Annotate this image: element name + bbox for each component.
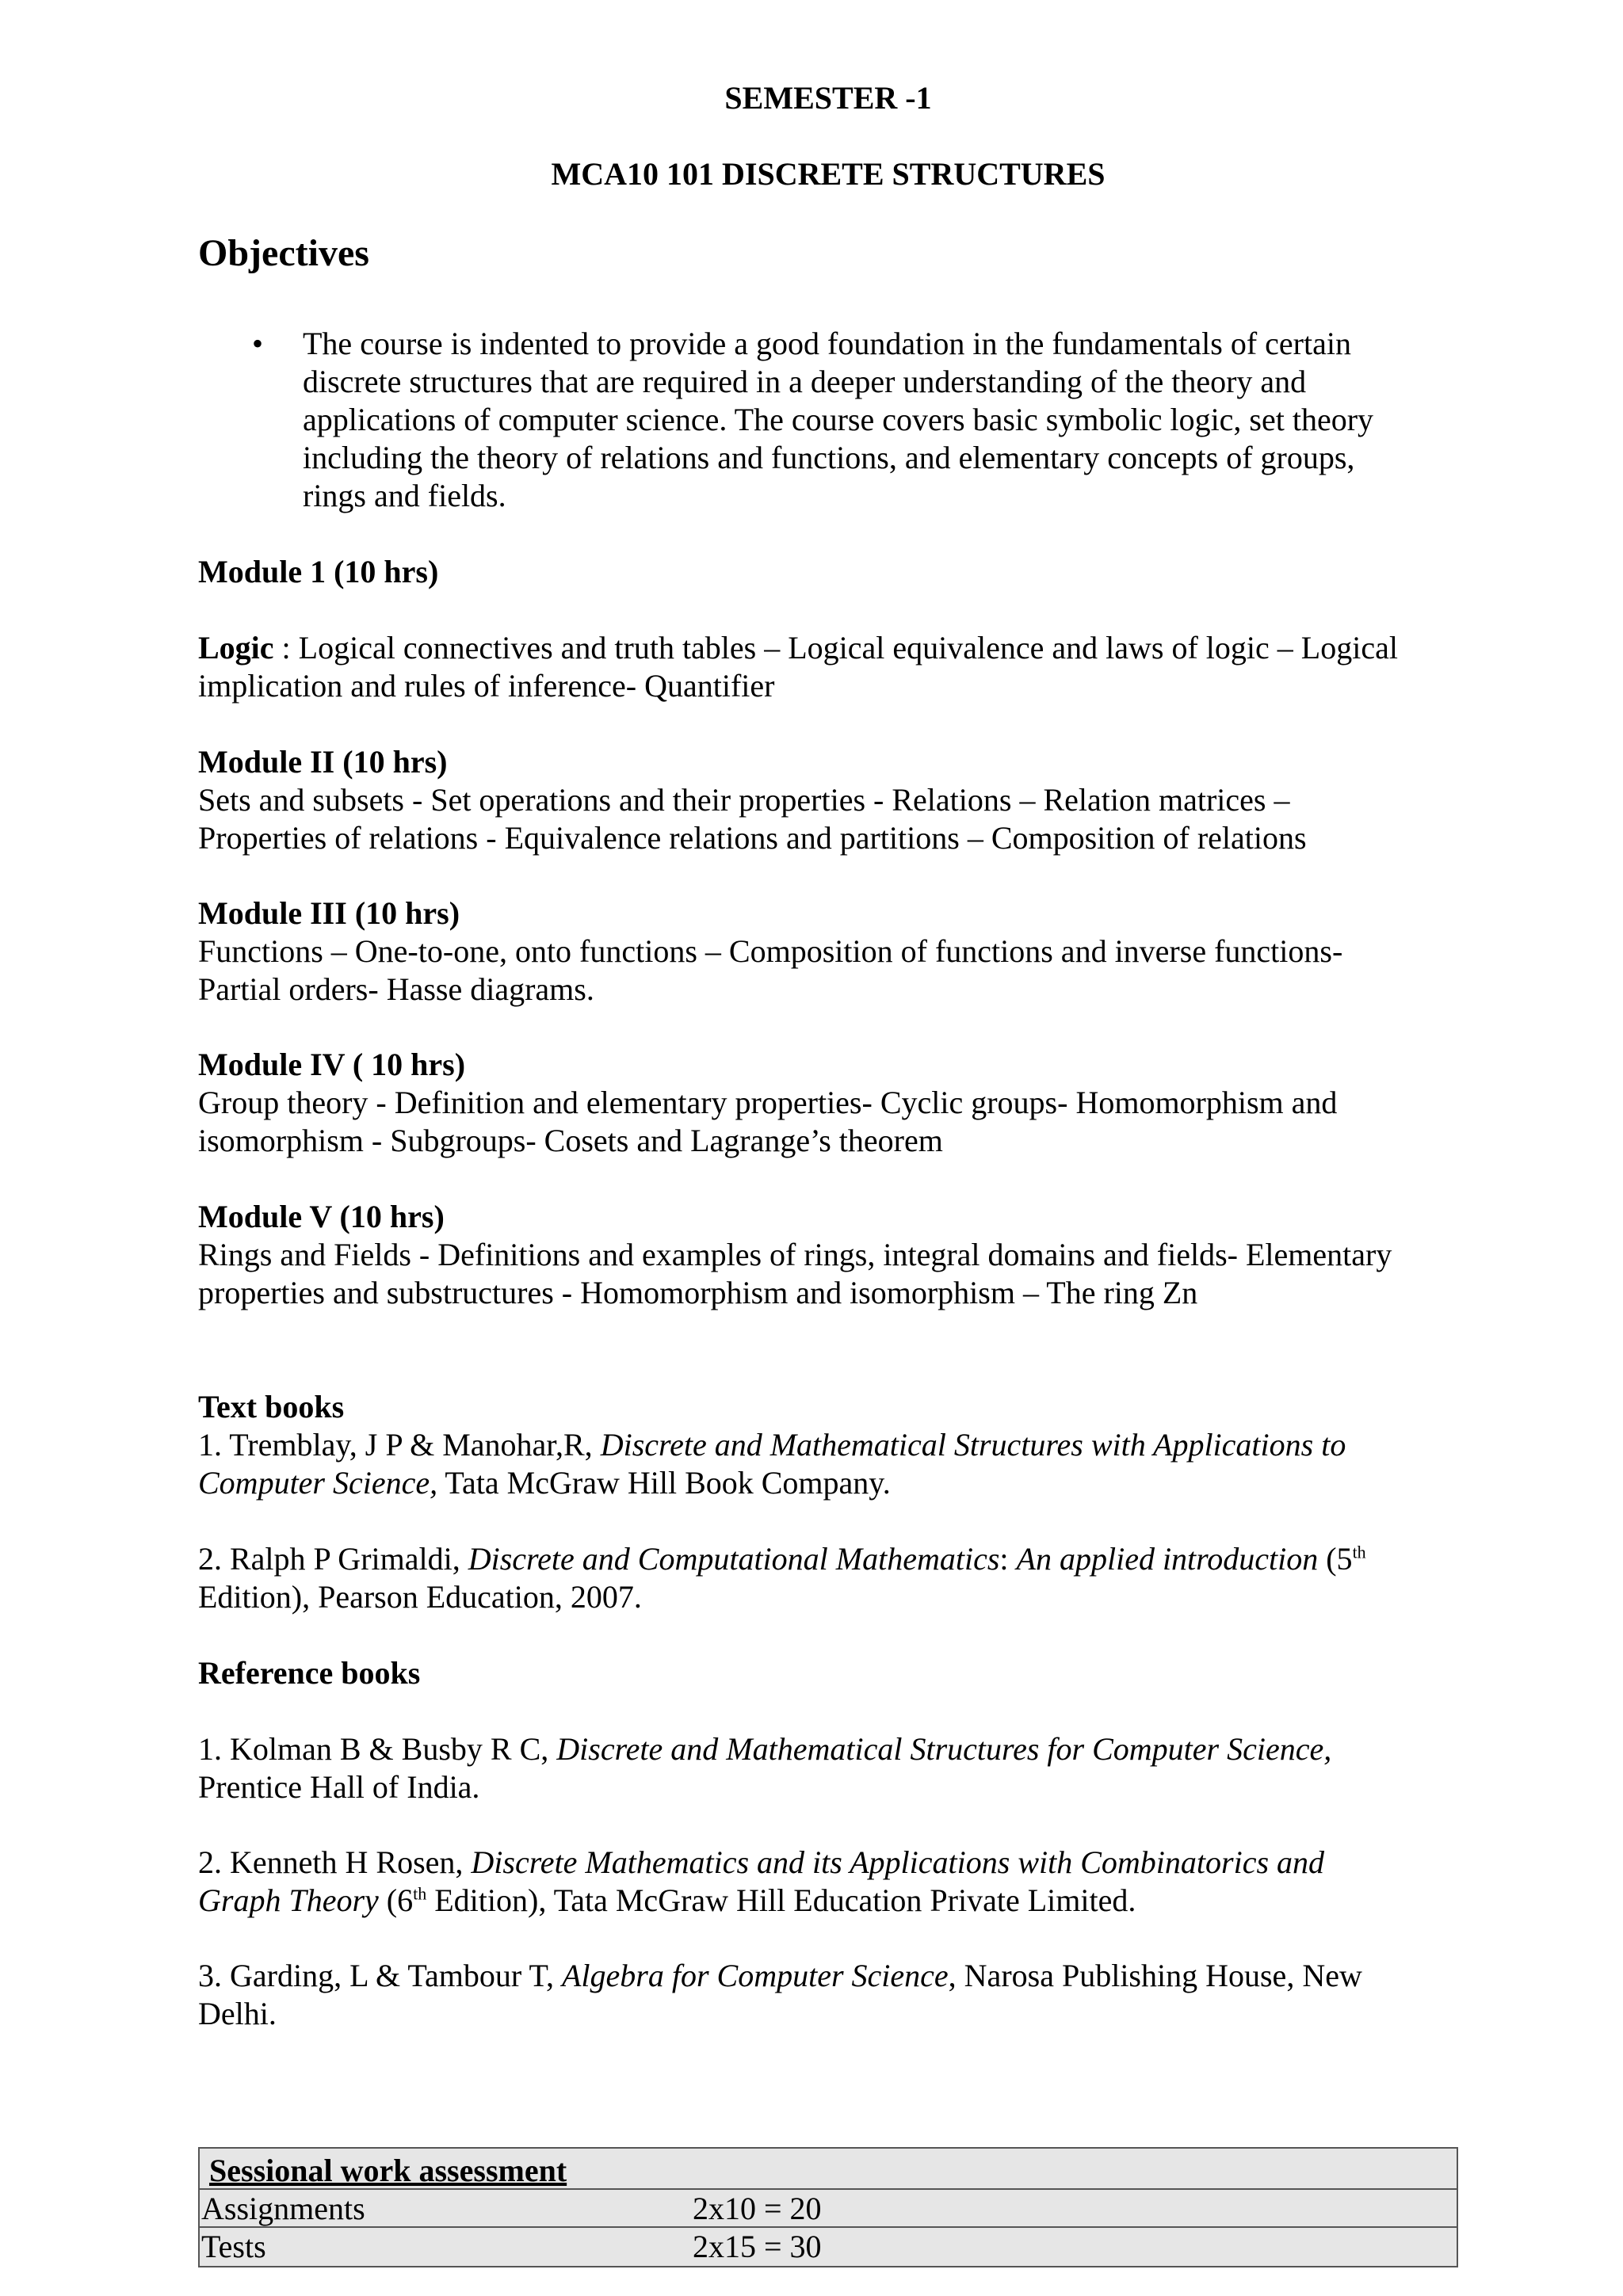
reference-book-2-line-1 bbox=[198, 1844, 1458, 1882]
book-colon: : bbox=[999, 1541, 1017, 1577]
course-title: MCA10 101 DISCRETE STRUCTURES bbox=[551, 156, 1106, 192]
module-3-content bbox=[198, 894, 1458, 1009]
module-line: Partial orders- Hasse diagrams. bbox=[198, 971, 594, 1007]
book-edition: (5 bbox=[1318, 1541, 1353, 1577]
book-edition: (6 bbox=[378, 1882, 414, 1918]
module-line: Sets and subsets - Set operations and their properties - Relations – Relation matrices – bbox=[198, 782, 1290, 818]
edition-superscript: th bbox=[1352, 1542, 1366, 1562]
module-line: Group theory - Definition and elementary properties- Cyclic groups- Homomorphism and bbox=[198, 1085, 1338, 1120]
objective-line: discrete structures that are required in a deeper understanding of the theory and bbox=[303, 364, 1307, 399]
book-title: Computer Science, bbox=[198, 1465, 438, 1501]
module-title: Module 1 (10 hrs) bbox=[198, 554, 439, 589]
table-divider bbox=[200, 2226, 1457, 2228]
text-book-1-line-1 bbox=[198, 1426, 1458, 1464]
module-line bbox=[198, 629, 1458, 667]
objectives-text bbox=[303, 325, 1428, 515]
reference-book-2 bbox=[198, 1844, 1458, 1920]
module-title: Module III (10 hrs) bbox=[198, 895, 460, 931]
book-subtitle: An applied introduction bbox=[1016, 1541, 1319, 1577]
objective-line: rings and fields. bbox=[303, 478, 506, 513]
module-line: Properties of relations - Equivalence relations and partitions – Composition of relations bbox=[198, 820, 1307, 856]
book-title: Discrete and Computational Mathematics bbox=[468, 1541, 1000, 1577]
bullet-icon: • bbox=[252, 326, 264, 361]
assessment-value: 2x10 = 20 bbox=[693, 2191, 822, 2226]
module-1-content bbox=[198, 629, 1458, 705]
objectives-heading: Objectives bbox=[198, 232, 369, 274]
assessment-value: 2x15 = 30 bbox=[693, 2229, 822, 2264]
reference-book-1-line-1 bbox=[198, 1730, 1458, 1768]
objective-line: The course is indented to provide a good foundation in the fundamentals of certain bbox=[303, 326, 1351, 361]
book-publisher: , Narosa Publishing House, New bbox=[948, 1958, 1362, 1993]
reference-book-1 bbox=[198, 1730, 1458, 1806]
book-title: Discrete Mathematics and its Applications with Combinatorics and bbox=[471, 1844, 1325, 1880]
table-divider bbox=[200, 2188, 1457, 2190]
module-line: Functions – One-to-one, onto functions – Composition of functions and inverse functions- bbox=[198, 933, 1343, 969]
reference-book-3-line-1 bbox=[198, 1957, 1458, 1995]
reference-book-1-line-2: Prentice Hall of India. bbox=[198, 1769, 480, 1805]
book-title: Discrete and Mathematical Structures for Computer Science, bbox=[556, 1731, 1332, 1767]
text-book-1-line-2 bbox=[198, 1464, 1458, 1502]
text-book-2 bbox=[198, 1540, 1458, 1616]
reference-books-heading-block bbox=[198, 1654, 1458, 1692]
module-2-content bbox=[198, 743, 1458, 857]
objective-line: applications of computer science. The course covers basic symbolic logic, set theory bbox=[303, 402, 1374, 437]
text-book-2-line-2: Edition), Pearson Education, 2007. bbox=[198, 1579, 642, 1615]
book-author: 1. Kolman B & Busby R C, bbox=[198, 1731, 557, 1767]
module-line: implication and rules of inference- Quantifier bbox=[198, 668, 775, 704]
book-author: 2. Ralph P Grimaldi, bbox=[198, 1541, 468, 1577]
objectives-bullet bbox=[198, 325, 1458, 515]
assessment-title: Sessional work assessment bbox=[209, 2153, 567, 2188]
book-author: 1. Tremblay, J P & Manohar,R, bbox=[198, 1427, 601, 1463]
assessment-label: Assignments bbox=[201, 2191, 365, 2226]
text-books-heading: Text books bbox=[198, 1389, 345, 1425]
module-line: isomorphism - Subgroups- Cosets and Lagrange’s theorem bbox=[198, 1123, 943, 1158]
module-1-title-block bbox=[198, 553, 1458, 591]
book-title: Discrete and Mathematical Structures with Applications to bbox=[600, 1427, 1346, 1463]
module-line: Rings and Fields - Definitions and examples of rings, integral domains and fields- Elementary bbox=[198, 1237, 1392, 1272]
module-4-content bbox=[198, 1046, 1458, 1160]
module-line: properties and substructures - Homomorphism and isomorphism – The ring Zn bbox=[198, 1275, 1198, 1310]
edition-superscript: th bbox=[413, 1883, 427, 1904]
sessional-assessment-table bbox=[198, 2147, 1458, 2267]
reference-books-heading: Reference books bbox=[198, 1655, 421, 1691]
module-title: Module II (10 hrs) bbox=[198, 744, 448, 780]
book-author: 3. Garding, L & Tambour T, bbox=[198, 1958, 562, 1993]
reference-book-2-line-2 bbox=[198, 1882, 1458, 1920]
module-title: Module V (10 hrs) bbox=[198, 1199, 445, 1234]
module-title: Module IV ( 10 hrs) bbox=[198, 1047, 466, 1082]
book-author: 2. Kenneth H Rosen, bbox=[198, 1844, 472, 1880]
book-title: Algebra for Computer Science bbox=[561, 1958, 949, 1993]
text-books-section bbox=[198, 1388, 1458, 1502]
module-line-text: : Logical connectives and truth tables – Logical equivalence and laws of logic – Logical bbox=[273, 630, 1398, 666]
book-publisher: Tata McGraw Hill Book Company. bbox=[437, 1465, 891, 1501]
module-lead: Logic bbox=[198, 630, 274, 666]
assessment-label: Tests bbox=[201, 2229, 266, 2264]
reference-book-3-line-2: Delhi. bbox=[198, 1996, 277, 2031]
objective-line: including the theory of relations and functions, and elementary concepts of groups, bbox=[303, 440, 1355, 475]
book-publisher: Edition), Tata McGraw Hill Education Private Limited. bbox=[426, 1882, 1136, 1918]
reference-book-3 bbox=[198, 1957, 1458, 2033]
book-title: Graph Theory bbox=[198, 1882, 379, 1918]
module-5-content bbox=[198, 1198, 1458, 1312]
text-book-2-line-1 bbox=[198, 1540, 1458, 1578]
semester-heading: SEMESTER -1 bbox=[724, 80, 932, 116]
